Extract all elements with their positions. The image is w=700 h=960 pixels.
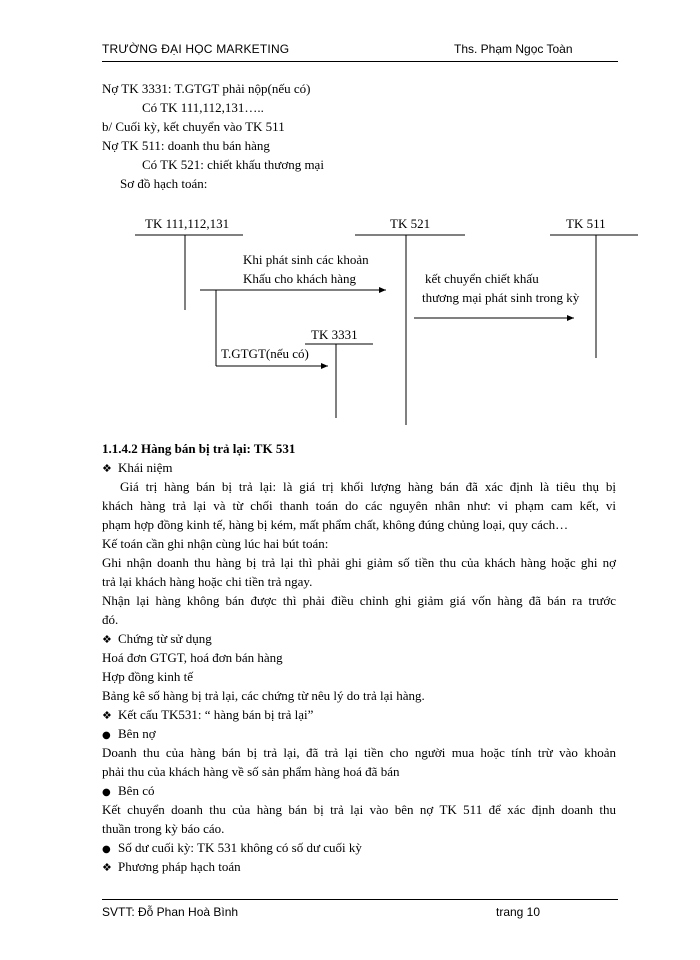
list-item: Hoá đơn GTGT, hoá đơn bán hàng	[102, 650, 283, 665]
diamond-bullet-icon: ❖	[102, 709, 112, 722]
text-line: Nhận lại hàng không bán được thì phải điều chỉnh ghi giảm giá vốn hàng đã bán ra trước	[102, 593, 616, 608]
note-transfer-2: thương mại phát sinh trong kỳ	[422, 290, 580, 305]
docs-title: ❖ Chứng từ sử dụng	[102, 630, 212, 649]
list-item: Hợp đồng kinh tế	[102, 669, 194, 684]
balance-line: ● Số dư cuối kỳ: TK 531 không có số dư cuối kỳ	[102, 839, 362, 859]
diamond-bullet-icon: ❖	[102, 633, 112, 646]
tk-cash-label: TK 111,112,131	[145, 216, 230, 231]
text-line: Kết chuyển doanh thu của hàng bán bị trả lại vào bên nợ TK 511 để xác định doanh thu	[102, 802, 616, 817]
footer-student: SVTT: Đỗ Phan Hoà Bình	[102, 905, 239, 919]
struct-title: ❖ Kết cấu TK531: “ hàng bán bị trả lại”	[102, 706, 313, 725]
text-line: Có TK 521: chiết khấu thương mại	[142, 157, 324, 172]
footer-page: trang 10	[496, 905, 541, 919]
text-line: thuần trong kỳ báo cáo.	[102, 821, 225, 836]
text-line: phạm hợp đồng kinh tế, hàng bị kém, mất phẩm chất, không đúng chủng loại, quy cách…	[102, 517, 569, 532]
note-discount-1: Khi phát sinh các khoản	[243, 252, 369, 267]
text-line: Nợ TK 511: doanh thu bán hàng	[102, 138, 270, 153]
text-line: Có TK 111,112,131…..	[142, 100, 264, 115]
tk-3331-label: TK 3331	[311, 327, 358, 342]
credit-title: ● Bên có	[102, 782, 154, 802]
text-line: phải thu của khách hàng về số sản phẩm hàng hoá đã bán	[102, 764, 400, 779]
text-line: Sơ đồ hạch toán:	[120, 176, 208, 191]
dot-bullet-icon: ●	[102, 730, 111, 741]
author-name: Ths. Phạm Ngọc Toàn	[454, 42, 573, 56]
footer-rule	[102, 899, 618, 900]
text-line: khách hàng trả lại và từ chối thanh toán do các nguyên nhân như: vi phạm cam kết, vi	[102, 498, 616, 513]
note-discount-2: Khấu cho khách hàng	[243, 271, 356, 286]
debit-title: ● Bên nợ	[102, 725, 156, 745]
note-vat: T.GTGT(nếu có)	[221, 346, 309, 361]
dot-bullet-icon: ●	[102, 844, 111, 855]
tk-511-label: TK 511	[566, 216, 606, 231]
section-heading: 1.1.4.2 Hàng bán bị trả lại: TK 531	[102, 441, 296, 456]
text-line: Kế toán cần ghi nhận cùng lúc hai bút toán:	[102, 536, 329, 551]
text-line: Ghi nhận doanh thu hàng bị trả lại thì phải ghi giảm số tiền thu của khách hàng hoặc ghi nợ	[102, 555, 616, 570]
text-line: b/ Cuối kỳ, kết chuyển vào TK 511	[102, 119, 285, 134]
text-line: đó.	[102, 612, 119, 627]
method-title: ❖ Phương pháp hạch toán	[102, 858, 241, 877]
text-line: Giá trị hàng bán bị trả lại: là giá trị khối lượng hàng bán đã xác định là tiêu thụ bị	[120, 479, 616, 494]
school-name: TRƯỜNG ĐẠI HỌC MARKETING	[102, 42, 290, 56]
text-line: Doanh thu của hàng bán bị trả lại, đã trả lại tiền cho người mua hoặc tính trừ vào khoản	[102, 745, 616, 760]
concept-title: ❖ Khái niệm	[102, 459, 173, 478]
note-transfer-1: kết chuyển chiết khấu	[425, 271, 539, 286]
text-line: trả lại khách hàng hoặc chi tiền trả ngay.	[102, 574, 313, 589]
tk-521-label: TK 521	[390, 216, 431, 231]
text-line: Nợ TK 3331: T.GTGT phải nộp(nếu có)	[102, 81, 311, 96]
list-item: Bảng kê số hàng bị trả lại, các chứng từ nêu lý do trả lại hàng.	[102, 688, 425, 703]
diamond-bullet-icon: ❖	[102, 462, 112, 475]
diamond-bullet-icon: ❖	[102, 861, 112, 874]
dot-bullet-icon: ●	[102, 787, 111, 798]
